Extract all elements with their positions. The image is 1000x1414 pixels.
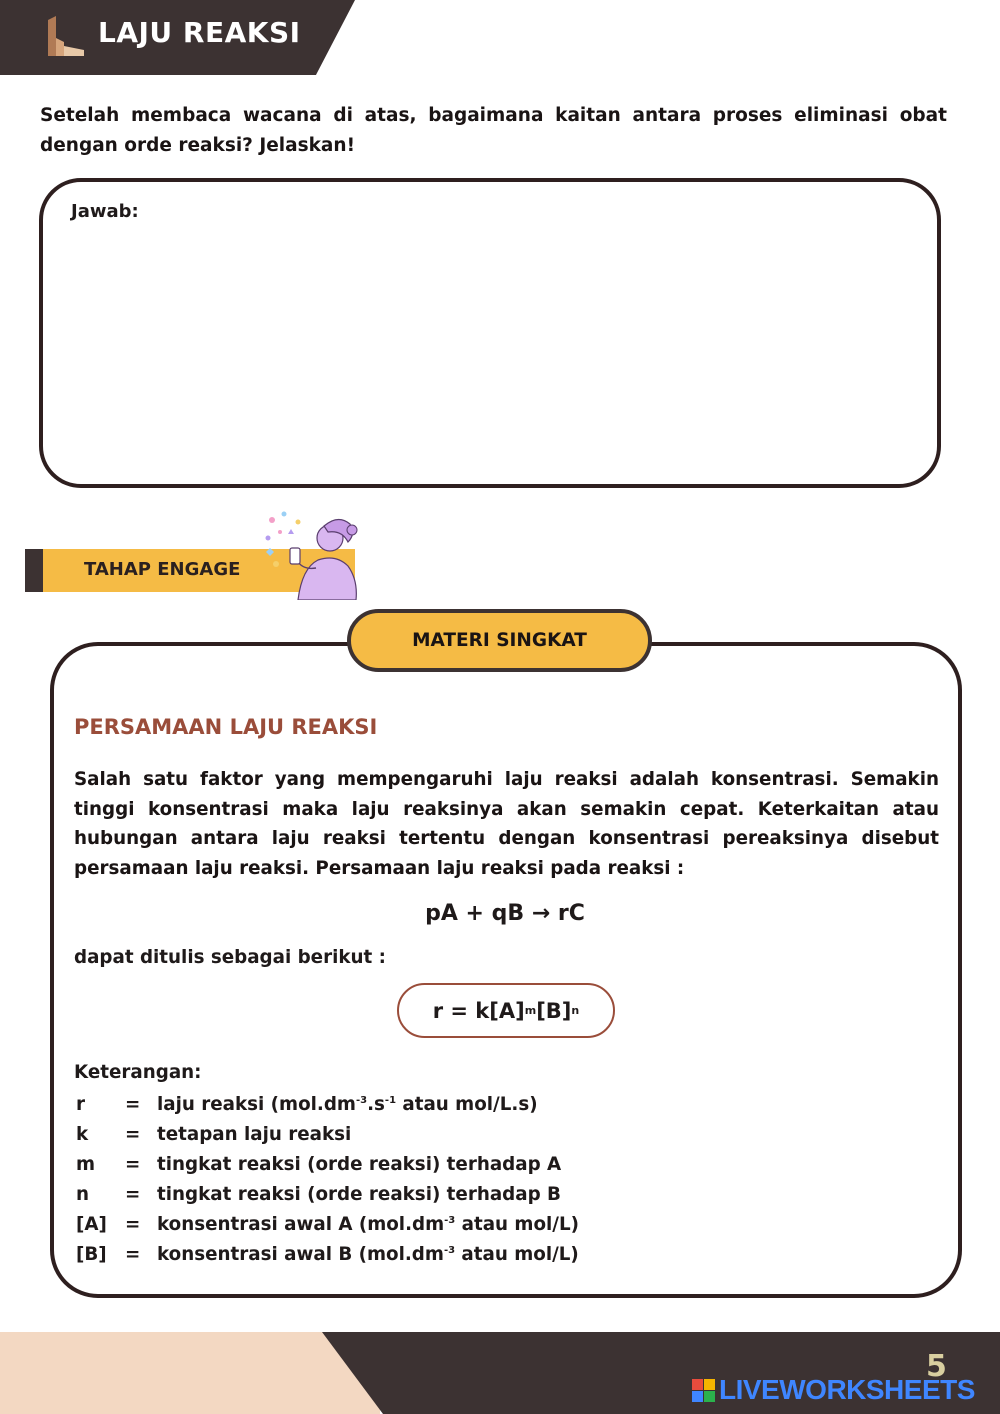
engage-banner-accent (25, 549, 43, 592)
rate-law-exp-n: n (571, 1004, 580, 1017)
watermark[interactable] (692, 1373, 975, 1407)
legend-description (157, 1094, 538, 1115)
legend-equals: = (125, 1154, 141, 1175)
legend-equals: = (125, 1094, 141, 1115)
written-as-text: dapat ditulis sebagai berikut : (74, 947, 386, 968)
section-heading: PERSAMAAN LAJU REAKSI (74, 715, 378, 739)
legend-sup: -3 (355, 1094, 368, 1106)
page-number: 5 (926, 1349, 947, 1384)
legend-title: Keterangan: (74, 1062, 202, 1083)
legend-symbol: n (76, 1184, 90, 1205)
answer-box[interactable] (39, 178, 941, 488)
legend-symbol: r (76, 1094, 86, 1115)
legend-sup: -1 (384, 1094, 397, 1106)
legend-sup: -3 (444, 1214, 456, 1226)
woman-with-phone-illustration (258, 508, 360, 600)
rate-law-box (397, 983, 615, 1038)
materi-pill-label: MATERI SINGKAT (347, 609, 652, 672)
footer-light-band (0, 1332, 380, 1414)
logo-icon (44, 16, 88, 56)
legend-symbol: k (76, 1124, 89, 1145)
legend-description: tetapan laju reaksi (157, 1124, 352, 1145)
rate-law-base: r = k[A] (432, 998, 525, 1023)
legend-equals: = (125, 1244, 141, 1265)
legend-desc-text: konsentrasi awal B (mol.dm (157, 1244, 444, 1265)
question-text: Setelah membaca wacana di atas, bagaimana kaitan antara proses eliminasi obat dengan orde reaksi? Jelaskan! (40, 105, 947, 156)
legend-description: tingkat reaksi (orde reaksi) terhadap A (157, 1154, 562, 1175)
legend-equals: = (125, 1184, 141, 1205)
legend-desc-text: konsentrasi awal A (mol.dm (157, 1214, 445, 1235)
legend-symbol: m (76, 1154, 96, 1175)
legend-desc-tail: atau mol/L) (455, 1244, 579, 1265)
legend-desc-tail: atau mol/L) (455, 1214, 579, 1235)
legend-symbol: [B] (76, 1244, 107, 1265)
engage-label: TAHAP ENGAGE (84, 559, 241, 580)
rate-law-exp-m: m (524, 1004, 537, 1017)
liveworksheets-logo-icon (692, 1379, 715, 1402)
body-paragraph: Salah satu faktor yang mempengaruhi laju reaksi adalah konsentrasi. Semakin tinggi konsentrasi maka laju reaksinya akan semakin cepat. Keterkaitan atau hubungan antara laju reaksi tertentu dengan konsentrasi pereaksinya disebut persamaan laju reaksi. Persamaan laju reaksi pada reaksi : (74, 769, 939, 879)
legend-sup: -3 (443, 1244, 456, 1256)
legend-equals: = (125, 1214, 141, 1235)
legend-equals: = (125, 1124, 141, 1145)
legend-description: tingkat reaksi (orde reaksi) terhadap B (157, 1184, 561, 1205)
reaction-equation: pA + qB → rC (425, 901, 585, 926)
page-title: LAJU REAKSI (98, 16, 301, 49)
legend-desc-mid: .s (367, 1094, 385, 1115)
legend-description (157, 1214, 579, 1235)
legend-description (157, 1244, 579, 1265)
legend-desc-text: laju reaksi (mol.dm (157, 1094, 356, 1115)
watermark-text: LIVEWORKSHEETS (719, 1374, 975, 1405)
legend-desc-tail: atau mol/L.s) (396, 1094, 538, 1115)
rate-law-mid: [B] (536, 998, 572, 1023)
legend-symbol: [A] (76, 1214, 107, 1235)
answer-label: Jawab: (71, 201, 139, 222)
